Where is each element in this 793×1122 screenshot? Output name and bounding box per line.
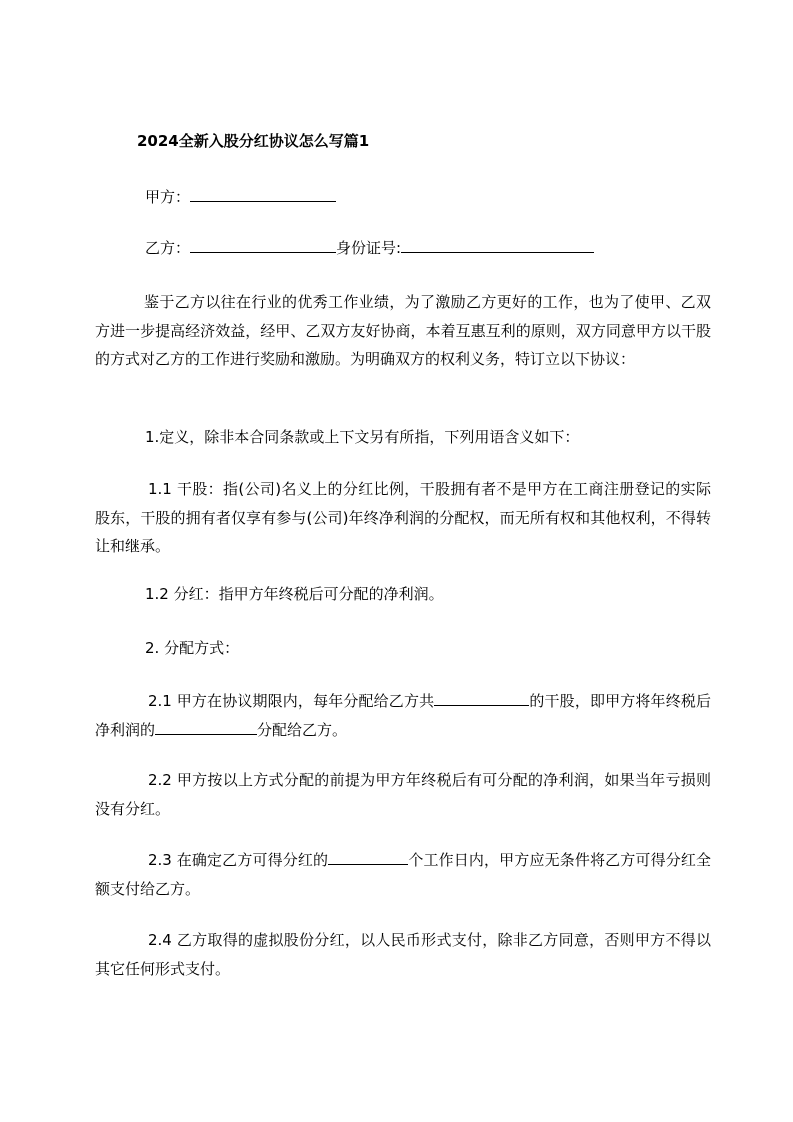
id-number-blank[interactable] [401,238,594,253]
clause-2-1 [95,687,711,744]
document-title: 2024全新入股分红协议怎么写篇1 [137,132,370,150]
party-b-blank[interactable] [190,238,336,253]
clause-2-2: 2.2 甲方按以上方式分配的前提为甲方年终税后有可分配的净利润，如果当年亏损则没有分红。 [95,771,711,818]
clause-2-4: 2.4 乙方取得的虚拟股份分红，以人民币形式支付，除非乙方同意，否则甲方不得以其它任何形式支付。 [95,931,711,978]
share-count-blank[interactable] [434,691,529,706]
party-a-blank[interactable] [190,187,336,202]
clause-2-1-text-c: 分配给乙方。 [257,720,348,739]
clause-2-1-text-b: 的干股，即甲方将年终税后净利润的 [95,692,711,739]
clause-2-3-text-b: 个工作日内，甲方应无条件将乙方可得分红全额支付给乙方。 [95,851,711,898]
profit-share-blank[interactable] [155,720,257,735]
clause-1-2: 1.2 分红：指甲方年终税后可分配的净利润。 [145,585,444,603]
id-number-label: 身份证号: [336,239,402,257]
party-b-line [145,238,594,258]
party-a-label: 甲方： [145,188,191,206]
party-a-line [145,187,336,207]
clause-2-3-text-a: 2.3 在确定乙方可得分红的 [148,851,329,869]
clause-2-1-text-a: 2.1 甲方在协议期限内，每年分配给乙方共 [148,692,435,710]
party-b-label: 乙方： [145,239,191,257]
clause-2-3 [95,846,711,903]
workday-count-blank[interactable] [328,850,408,865]
section-1-heading: 1.定义，除非本合同条款或上下文另有所指，下列用语含义如下： [145,428,580,446]
clause-1-1: 1.1 干股：指(公司)名义上的分红比例，干股拥有者不是甲方在工商注册登记的实际股东，干股的拥有者仅享有参与(公司)年终净利润的分配权，而无所有权和其他权利，不得转让和继承。 [95,480,711,555]
preamble-paragraph: 鉴于乙方以往在行业的优秀工作业绩，为了激励乙方更好的工作，也为了使甲、乙双方进一步提高经济效益，经甲、乙双方友好协商，本着互惠互利的原则，双方同意甲方以干股的方式对乙方的工作进行奖励和激励。为明确双方的权利义务，特订立以下协议： [95,293,711,368]
section-2-heading: 2. 分配方式： [145,639,240,657]
